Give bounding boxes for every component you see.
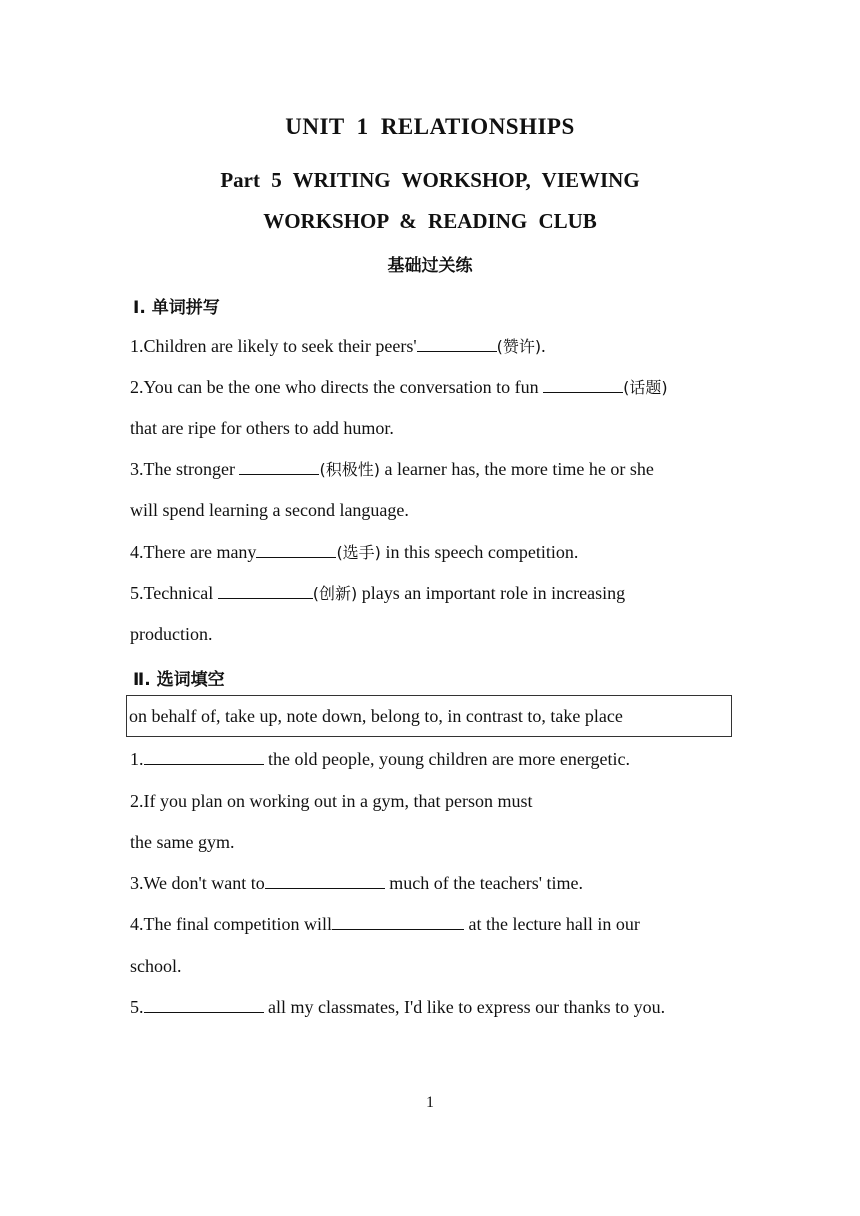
question-text: 4.The final competition will	[130, 914, 332, 934]
answer-blank	[265, 872, 385, 889]
exercise-subtitle: 基础过关练	[387, 256, 473, 276]
question-text: 4.There are many	[130, 542, 257, 562]
spelling-question-2-cont: that are ripe for others to add humor.	[130, 418, 394, 438]
question-text: 5.	[130, 997, 144, 1017]
answer-blank	[144, 996, 264, 1013]
phrase-question-4	[130, 912, 730, 936]
question-text: 1.	[130, 749, 144, 769]
spelling-question-3	[130, 457, 730, 482]
question-text: at the lecture hall in our	[463, 914, 640, 934]
answer-blank	[144, 748, 264, 765]
chinese-hint: (创新)	[312, 584, 358, 603]
chinese-hint: (选手)	[336, 543, 381, 562]
question-text: .	[541, 336, 546, 356]
answer-blank	[543, 376, 623, 393]
question-text: 3.The stronger	[130, 459, 240, 479]
chinese-hint: (话题)	[623, 378, 668, 397]
part-title-line2: WORKSHOP & READING CLUB	[263, 209, 597, 233]
spelling-question-5-cont: production.	[130, 624, 213, 644]
chinese-hint: (积极性)	[319, 460, 380, 479]
phrase-question-2-cont: the same gym.	[130, 832, 235, 852]
spelling-question-5	[130, 581, 730, 606]
question-text: the old people, young children are more energetic.	[263, 749, 631, 769]
section-heading-phrase-fill: Ⅱ. 选词填空	[133, 670, 225, 690]
question-text: all my classmates, I'd like to express our thanks to you.	[263, 997, 666, 1017]
question-text: much of the teachers' time.	[384, 873, 583, 893]
question-text: plays an important role in increasing	[357, 583, 626, 603]
question-text: 5.Technical	[130, 583, 218, 603]
unit-title: UNIT 1 RELATIONSHIPS	[285, 114, 575, 139]
answer-blank	[332, 913, 464, 930]
answer-blank	[417, 335, 497, 352]
page-number: 1	[426, 1094, 434, 1111]
question-text: 1.Children are likely to seek their peers'	[130, 336, 417, 356]
word-bank-box: on behalf of, take up, note down, belong to, in contrast to, take place	[126, 695, 732, 737]
question-text: a learner has, the more time he or she	[379, 459, 654, 479]
phrase-question-4-cont: school.	[130, 956, 182, 976]
spelling-question-1	[130, 334, 730, 359]
phrase-question-5	[130, 995, 730, 1019]
section-heading-spelling: Ⅰ. 单词拼写	[133, 298, 220, 318]
question-text: in this speech competition.	[380, 542, 579, 562]
spelling-question-3-cont: will spend learning a second language.	[130, 500, 409, 520]
spelling-question-2	[130, 375, 730, 400]
phrase-question-3	[130, 871, 730, 895]
phrase-question-2: 2.If you plan on working out in a gym, that person must	[130, 791, 533, 811]
spelling-question-4	[130, 540, 730, 565]
part-title-line1: Part 5 WRITING WORKSHOP, VIEWING	[220, 168, 640, 192]
answer-blank	[239, 458, 319, 475]
answer-blank	[256, 541, 336, 558]
answer-blank	[218, 582, 313, 599]
question-text: 3.We don't want to	[130, 873, 265, 893]
question-text: 2.You can be the one who directs the conversation to fun	[130, 377, 544, 397]
chinese-hint: (赞许)	[496, 337, 542, 356]
phrase-question-1	[130, 747, 730, 771]
